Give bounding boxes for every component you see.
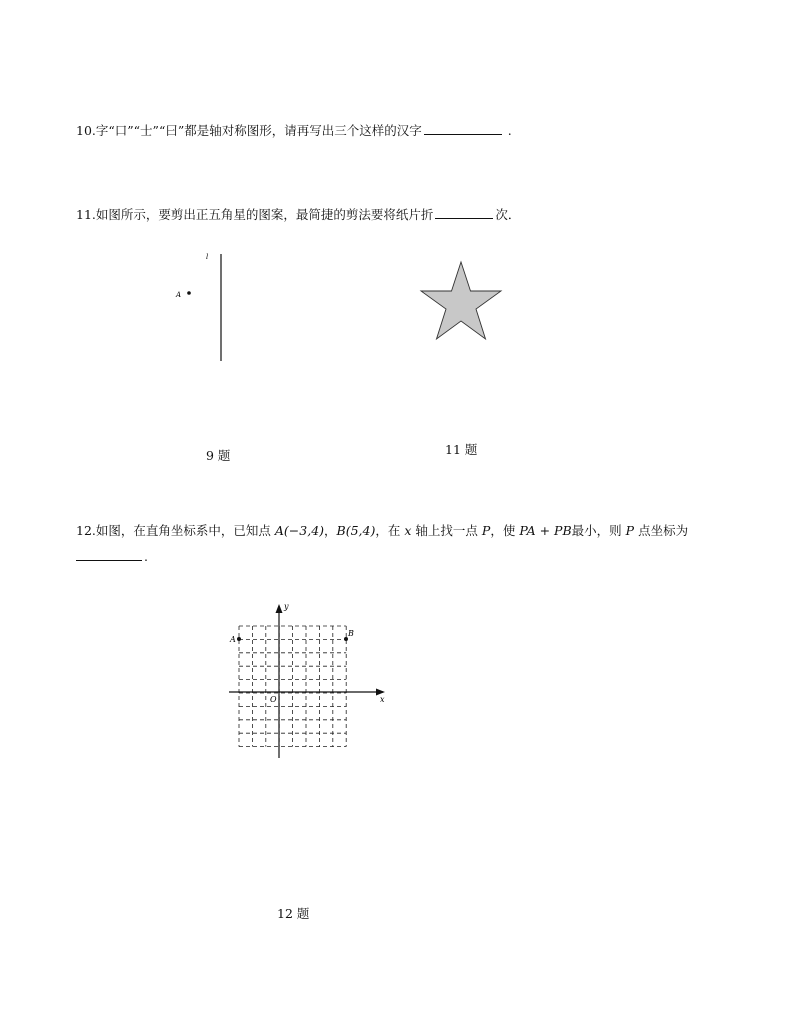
question-tail: .: [144, 549, 148, 564]
separator: ，: [324, 523, 337, 538]
y-axis-arrow: [276, 604, 283, 613]
label-a: A: [230, 635, 236, 644]
caption-12: 12 题: [277, 906, 310, 921]
answer-blank[interactable]: [424, 122, 502, 135]
figure-9: [170, 248, 230, 368]
var-p2: P: [625, 523, 635, 538]
question-number: 11.: [76, 207, 96, 222]
star-shape: [421, 262, 501, 339]
question-number: 12.: [76, 523, 96, 538]
label-y: y: [284, 602, 289, 611]
dashed-grid: [239, 626, 346, 747]
question-10: [76, 122, 512, 140]
question-text: ，使: [490, 523, 516, 538]
figure-11: [416, 258, 506, 344]
point-b-coords: B(5,4): [336, 523, 376, 538]
figure-12: [225, 598, 395, 763]
question-text: 最小，则: [571, 523, 622, 538]
question-11: [76, 206, 520, 224]
question-12: [76, 522, 688, 540]
var-p: P: [481, 523, 491, 538]
question-text: 如图所示，要剪出正五角星的图案，最简捷的剪法要将纸片折: [95, 207, 434, 222]
label-x: x: [380, 695, 385, 704]
label-a: A: [176, 291, 182, 299]
question-text: 轴上找一点: [415, 523, 478, 538]
question-tail: .: [507, 123, 512, 138]
point-a: [237, 637, 241, 641]
answer-blank[interactable]: [435, 206, 493, 219]
question-tail: 次．: [495, 207, 521, 222]
question-12-line2: [76, 548, 148, 566]
label-o: O: [270, 695, 277, 704]
label-l: l: [206, 253, 209, 261]
caption-11: 11 题: [445, 442, 478, 457]
point-a: [187, 291, 191, 295]
point-a-coords: A(−3,4): [274, 523, 325, 538]
question-text: 点坐标为: [638, 523, 689, 538]
question-text: ，在: [375, 523, 401, 538]
caption-9: 9 题: [206, 448, 231, 463]
answer-blank[interactable]: [76, 548, 142, 561]
question-text: 如图，在直角坐标系中，已知点: [95, 523, 271, 538]
expression: PA + PB: [519, 523, 572, 538]
var-x: x: [404, 523, 412, 538]
question-number: 10.: [76, 123, 96, 138]
label-b: B: [348, 629, 354, 638]
question-text: 字“口”“士”“曰”都是轴对称图形，请再写出三个这样的汉字: [95, 123, 422, 138]
